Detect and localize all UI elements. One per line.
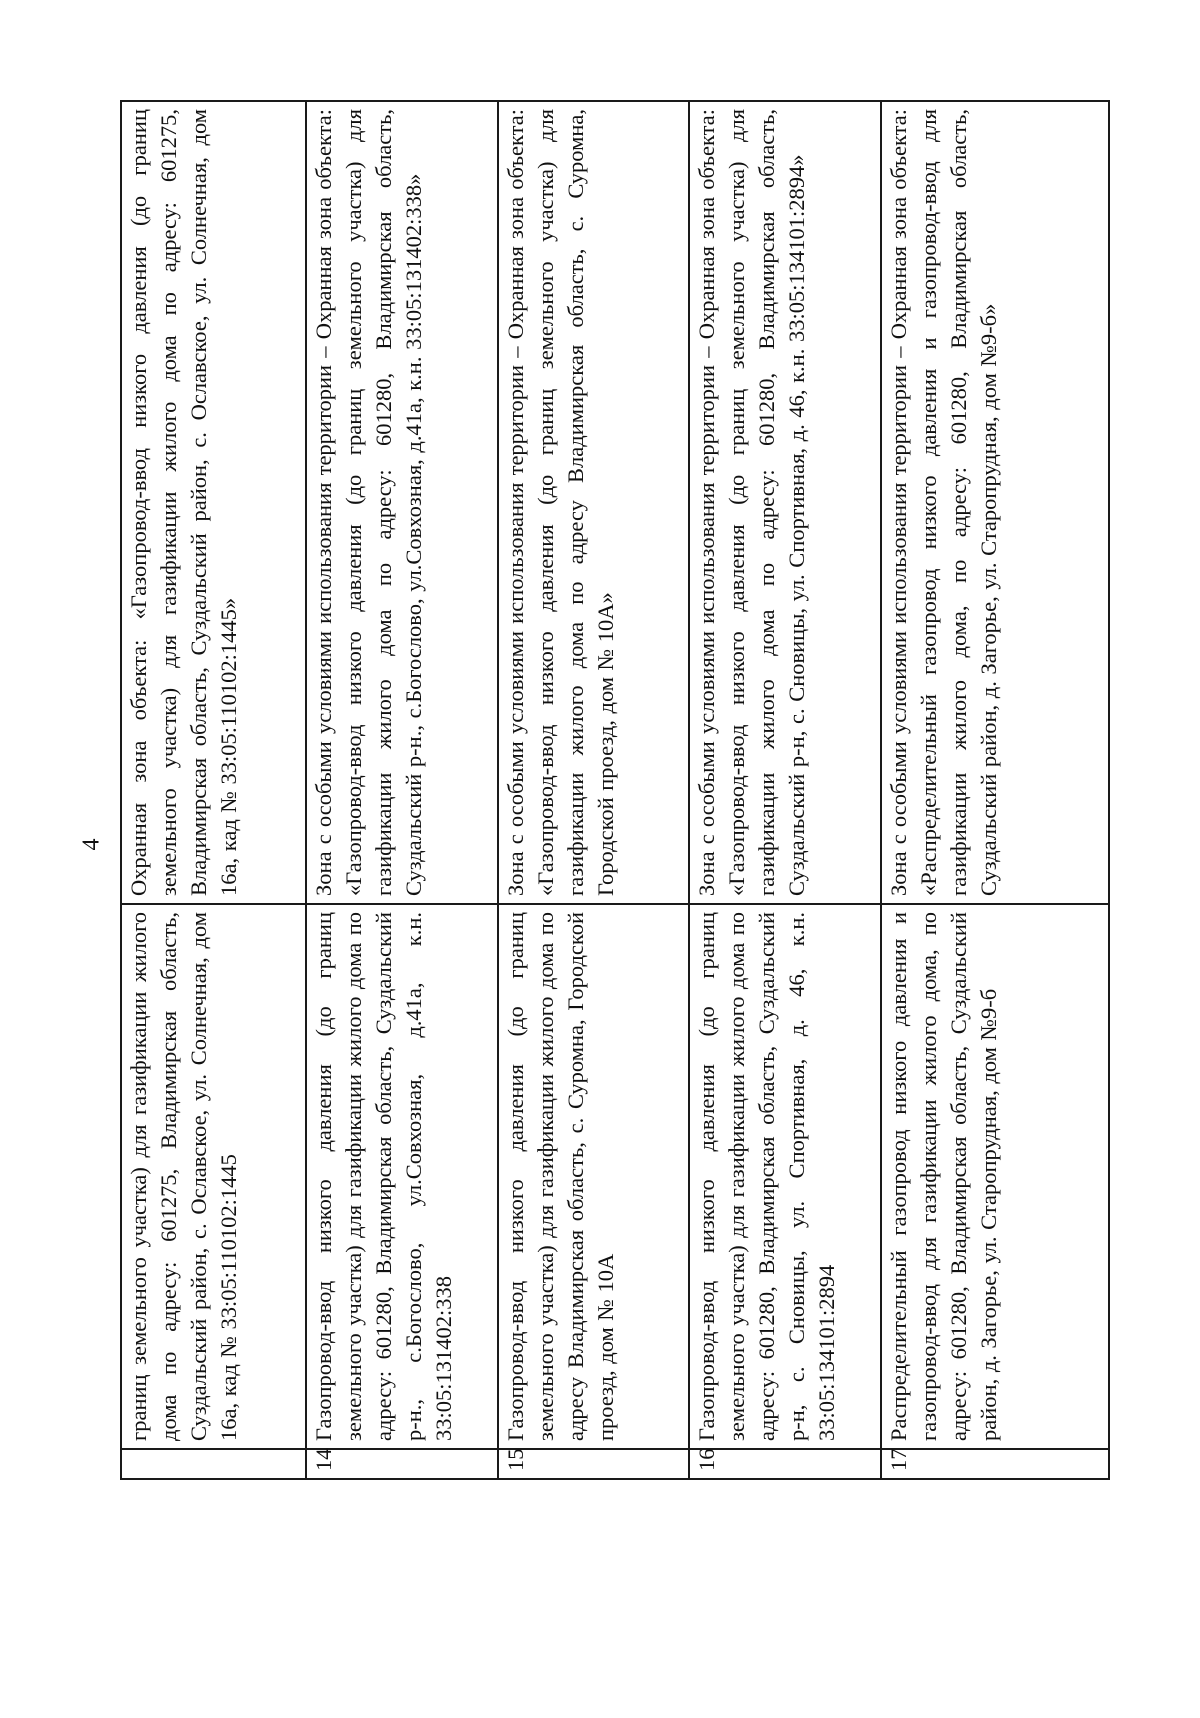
- rotated-table-wrapper: [120, 100, 1110, 1480]
- row-number: 17: [881, 1449, 1109, 1479]
- table-row: [881, 101, 1109, 1479]
- row-number: 14: [306, 1449, 497, 1479]
- table-row: [689, 101, 880, 1479]
- object-description: Газопровод-ввод низкого давления (до границ земельного участка) для газификации жилого дома по адресу Владимирская область, с. Суромна, Городской проезд, дом № 10А: [498, 904, 689, 1449]
- zone-description: Зона с особыми условиями использования территории – Охранная зона объекта: «Газопровод-ввод низкого давления (до границ земельного участка) для газификации жилого дома по адресу: 601280, Владимирская область, Суздальский р-н, с. Сновицы, ул. Спортивная, д. 46, к.н. 33:05:134101:2894»: [689, 101, 880, 904]
- object-description: Газопровод-ввод низкого давления (до границ земельного участка) для газификации жилого дома по адресу: 601280, Владимирская область, Суздальский р-н, с. Сновицы, ул. Спортивная, д. 46, к.н. 33:05:134101:2894: [689, 904, 880, 1449]
- zones-table: [120, 100, 1110, 1480]
- object-description: Распределительный газопровод низкого давления и газопровод-ввод для газификации жилого дома, по адресу: 601280, Владимирская область, Суздальский район, д. Загорье, ул. Старопрудная, дом №9-б: [881, 904, 1109, 1449]
- zone-description: Зона с особыми условиями использования территории – Охранная зона объекта: «Газопровод-ввод низкого давления (до границ земельного участка) для газификации жилого дома по адресу: 601280, Владимирская область, Суздальский р-н., с.Богослово, ул.Совхозная, д.41а, к.н. 33:05:131402:338»: [306, 101, 497, 904]
- object-description: Газопровод-ввод низкого давления (до границ земельного участка) для газификации жилого дома по адресу: 601280, Владимирская область, Суздальский р-н., с.Богослово, ул.Совхозная, д.41а, к.н. 33:05:131402:338: [306, 904, 497, 1449]
- page-number: 4: [78, 838, 105, 851]
- row-number: 15: [498, 1449, 689, 1479]
- row-number: [121, 1449, 306, 1479]
- object-description: границ земельного участка) для газификации жилого дома по адресу: 601275, Владимирская область, Суздальский район, с. Ославское, ул. Солнечная, дом 16а, кад № 33:05:110102:1445: [121, 904, 306, 1449]
- table-row: [498, 101, 689, 1479]
- table-row: [306, 101, 497, 1479]
- zone-description: Зона с особыми условиями использования территории – Охранная зона объекта: «Газопровод-ввод низкого давления (до границ земельного участка) для газификации жилого дома по адресу Владимирская область, с. Суромна, Городской проезд, дом № 10А»: [498, 101, 689, 904]
- zone-description: Зона с особыми условиями использования территории – Охранная зона объекта: «Распределительный газопровод низкого давления и газопровод-ввод для газификации жилого дома, по адресу: 601280, Владимирская область, Суздальский район, д. Загорье, ул. Старопрудная, дом №9-б»: [881, 101, 1109, 904]
- zone-description: Охранная зона объекта: «Газопровод-ввод низкого давления (до границ земельного участка) для газификации жилого дома по адресу: 601275, Владимирская область, Суздальский район, с. Ославское, ул. Солнечная, дом 16а, кад № 33:05:110102:1445»: [121, 101, 306, 904]
- table-container: [120, 100, 1110, 1480]
- table-row: [121, 101, 306, 1479]
- row-number: 16: [689, 1449, 880, 1479]
